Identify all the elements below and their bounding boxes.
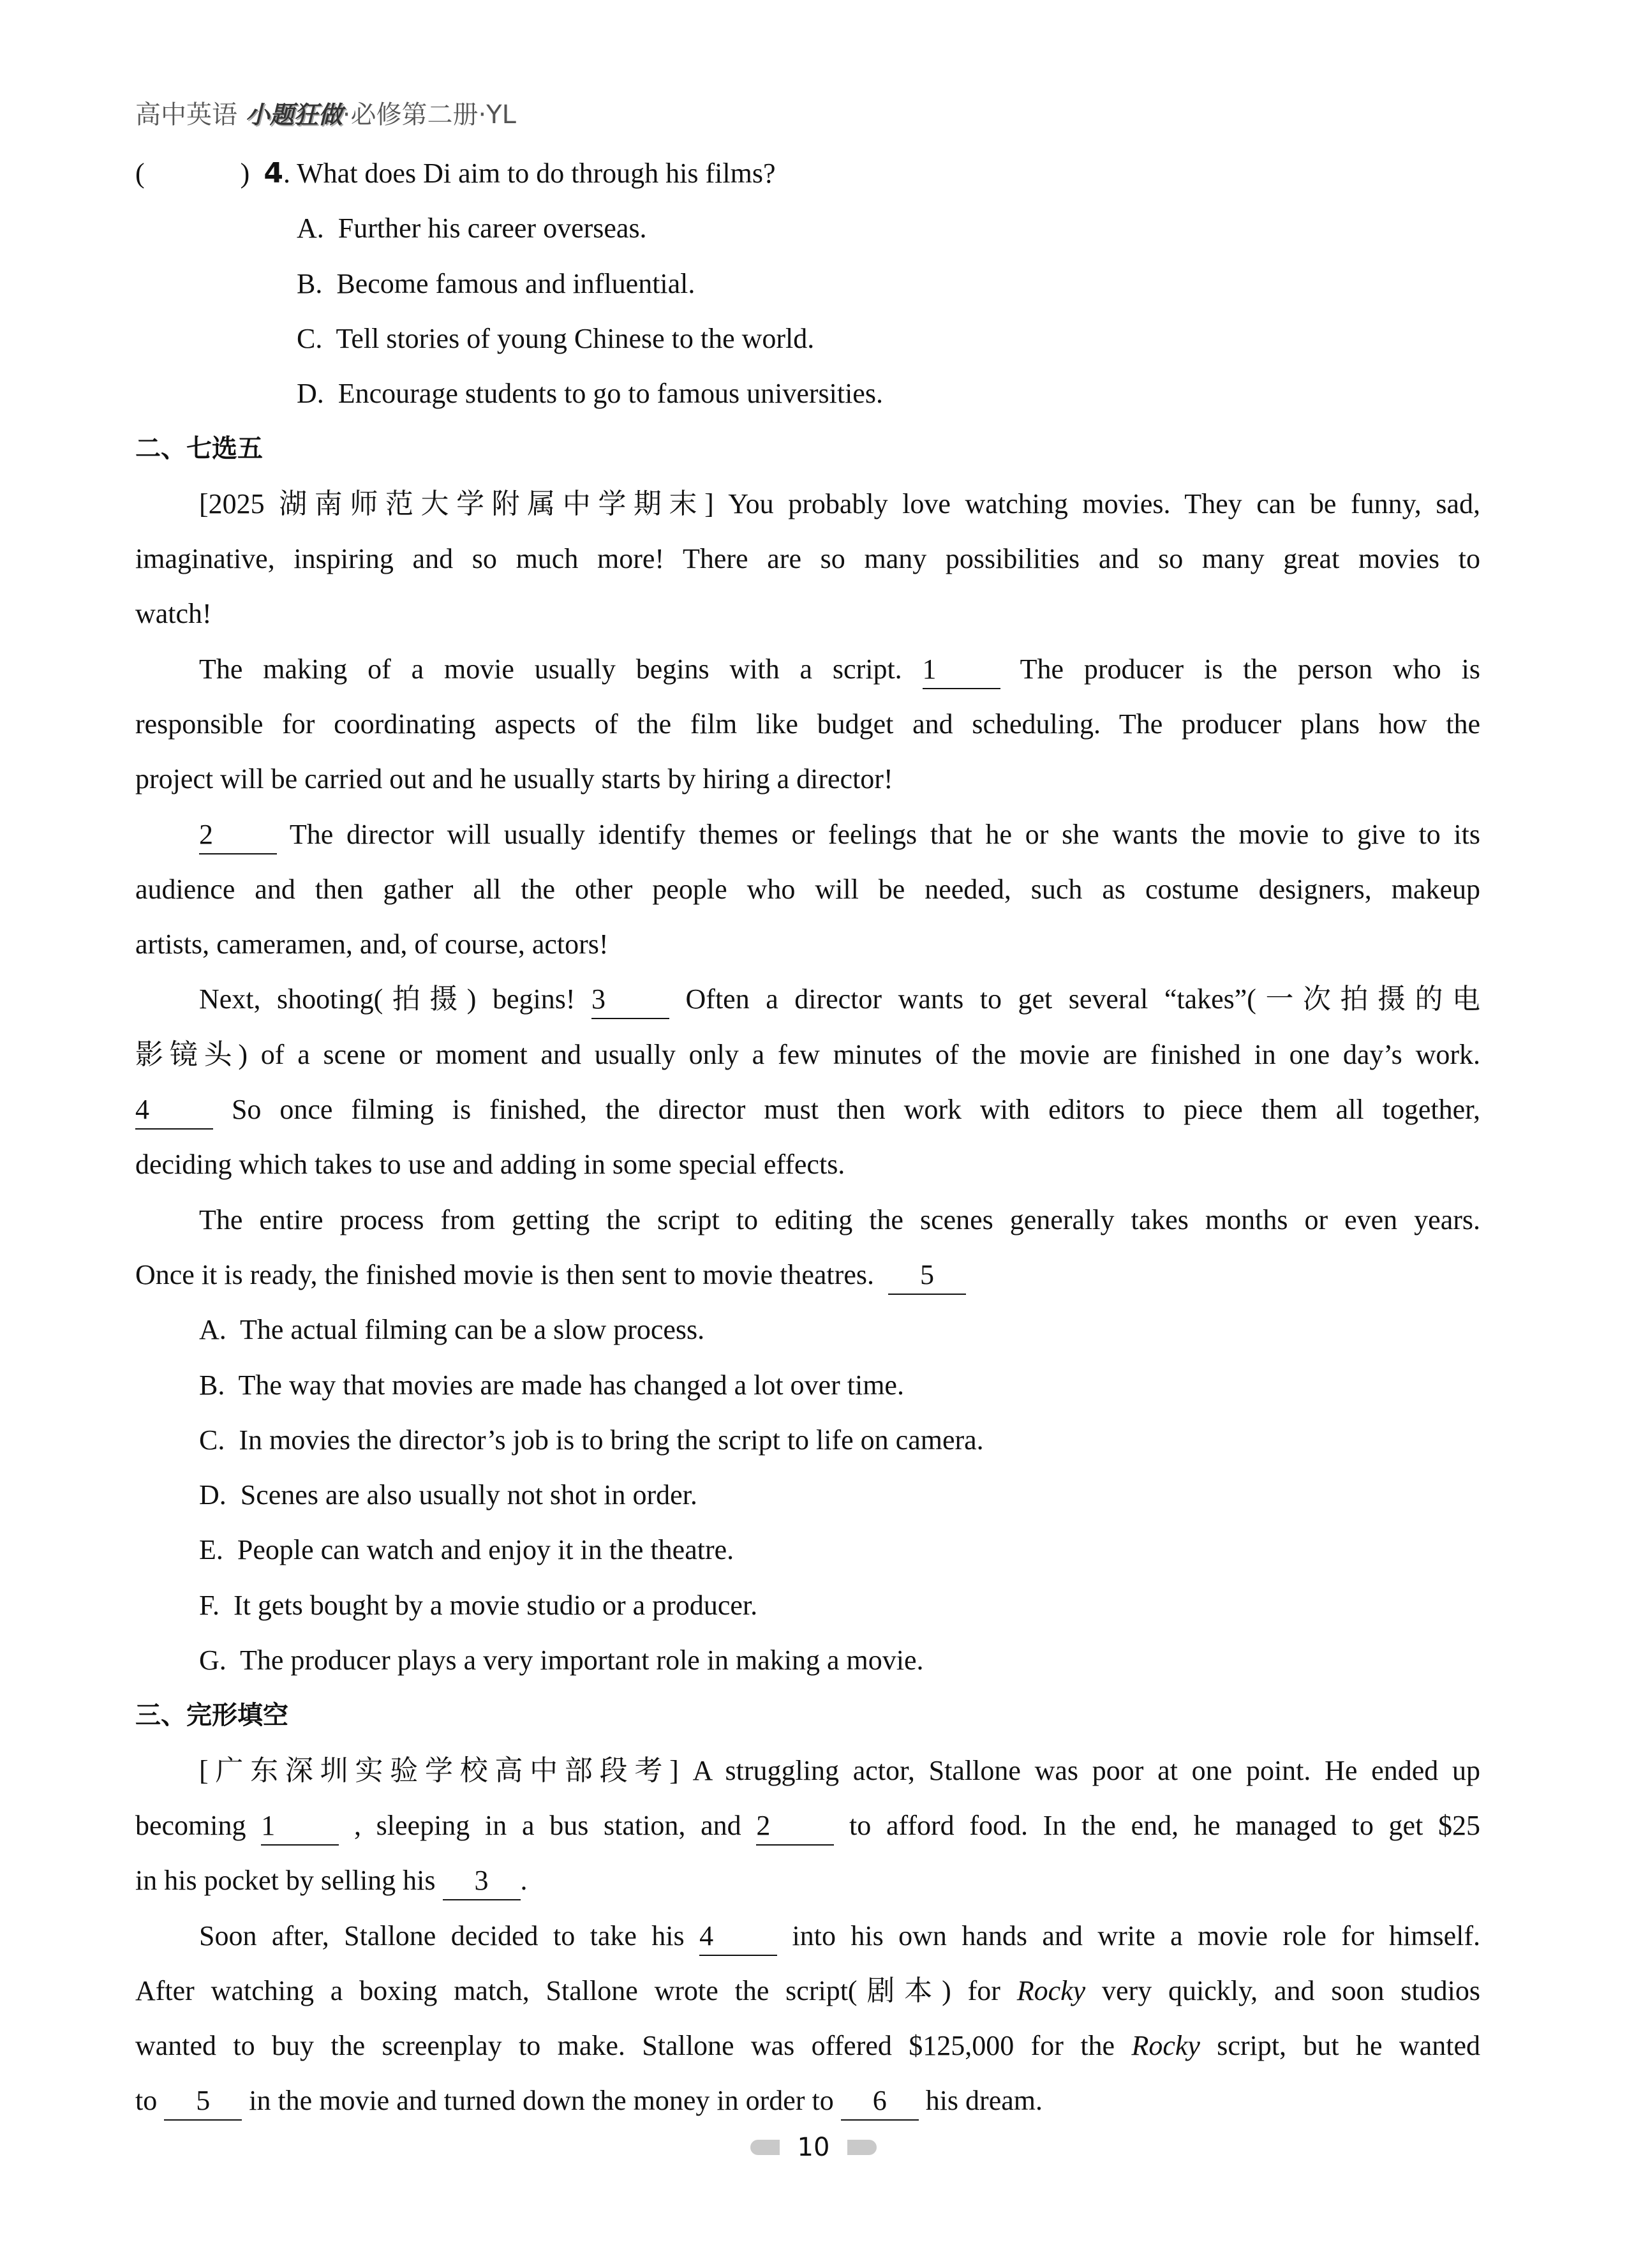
text-line [135, 1027, 1480, 1082]
text-line [135, 1909, 1480, 1964]
text: D. Scenes are also usually not shot in order. [199, 1479, 697, 1511]
text-line [135, 532, 1480, 586]
text: E. People can watch and enjoy it in the theatre. [199, 1534, 734, 1566]
text-line [135, 2018, 1480, 2073]
text-line [135, 1137, 1480, 1192]
text-line [135, 917, 1480, 972]
text: in his pocket by selling his [135, 1865, 443, 1897]
question-number: 4 [264, 157, 283, 190]
text: 二、七选五 [135, 434, 263, 464]
text: 三、完形填空 [135, 1701, 288, 1731]
text: B. Become famous and influential. [297, 267, 695, 299]
text-line [135, 697, 1480, 752]
text: Soon after, Stallone decided to take his [199, 1920, 700, 1951]
text-line [135, 972, 1480, 1027]
text-line [135, 807, 1480, 862]
title-text: Rocky [1016, 1974, 1086, 2006]
text-line [135, 1082, 1480, 1137]
text: The making of a movie usually begins with a script. [199, 653, 923, 685]
text: , sleeping in a bus station, and [353, 1809, 757, 1841]
text: [广东深圳实验学校高中部段考] A struggling actor, Stallone was poor at one point. He ended up [199, 1754, 1480, 1786]
answer-blank[interactable]: 3 [591, 981, 669, 1019]
text: ( [135, 158, 145, 189]
text: watch! [135, 598, 212, 630]
text: his dream. [918, 2085, 1043, 2117]
text: responsible for coordinating aspects of the film like budget and scheduling. The producer plans how the [135, 708, 1480, 740]
text-line [135, 1193, 1480, 1248]
text: Once it is ready, the finished movie is then sent to movie theatres. [135, 1258, 888, 1290]
text: to [135, 2085, 165, 2117]
text: into his own hands and write a movie role for himself. [792, 1920, 1481, 1951]
header-subject: 高中英语 [135, 100, 246, 130]
text: A. Further his career overseas. [297, 213, 647, 244]
text: . [520, 1865, 528, 1897]
section-heading [135, 421, 1480, 476]
text-line [135, 1413, 1480, 1468]
page-number-footer [0, 2133, 1627, 2171]
text: artists, cameramen, and, of course, actors! [135, 929, 609, 960]
text-line [135, 311, 1480, 366]
text-line [135, 1743, 1480, 1798]
text: The director will usually identify themes or feelings that he or she wants the movie to give to its [289, 818, 1480, 850]
text-line [135, 1302, 1480, 1357]
text: in the movie and turned down the money in order to [242, 2085, 841, 2117]
answer-blank[interactable]: 2 [199, 816, 277, 854]
text: Next, shooting(拍摄) begins! [199, 983, 591, 1015]
answer-blank[interactable]: 4 [699, 1918, 777, 1956]
text: So once filming is finished, the director must then work with editors to piece them all together, [231, 1094, 1481, 1126]
text-line [135, 1358, 1480, 1413]
text: project will be carried out and he usually starts by hiring a director! [135, 763, 893, 795]
text-line [135, 1798, 1480, 1853]
text-line [135, 752, 1480, 807]
text: The producer is the person who is [1020, 653, 1480, 685]
answer-blank[interactable]: 1 [261, 1807, 339, 1846]
text: After watching a boxing match, Stallone wrote the script(剧本) for [135, 1974, 1017, 2006]
running-header [135, 94, 516, 131]
text: The entire process from getting the script to editing the scenes generally takes months or even years. [199, 1204, 1480, 1235]
page-bar-right [847, 2140, 877, 2155]
text-line [135, 1468, 1480, 1523]
answer-blank[interactable]: 3 [443, 1862, 521, 1900]
text-line [135, 201, 1480, 256]
answer-blank[interactable]: 1 [923, 651, 1000, 689]
text: Often a director wants to get several “takes”(一次拍摄的电 [685, 983, 1481, 1015]
text: F. It gets bought by a movie studio or a producer. [199, 1589, 758, 1621]
text-line [135, 642, 1480, 697]
text: to afford food. In the end, he managed to get $25 [849, 1809, 1481, 1841]
header-volume: ·必修第二册·YL [342, 100, 516, 130]
text: audience and then gather all the other people who will be needed, such as costume designers, makeup [135, 873, 1480, 905]
text: ) [240, 158, 264, 189]
title-text: Rocky [1131, 2030, 1200, 2062]
section-heading [135, 1688, 1480, 1743]
text-line [135, 2073, 1480, 2128]
text-line [135, 366, 1480, 421]
text-line [135, 1853, 1480, 1908]
text-line [135, 1964, 1480, 2018]
answer-blank[interactable]: 6 [841, 2082, 919, 2121]
text: 影镜头) of a scene or moment and usually only a few minutes of the movie are finished in one day’s work. [135, 1038, 1480, 1070]
text: imaginative, inspiring and so much more! There are so many possibilities and so many great movies to [135, 543, 1480, 575]
text-line [135, 146, 1480, 201]
answer-blank[interactable]: 5 [888, 1257, 966, 1295]
text-line [135, 1523, 1480, 1578]
text: B. The way that movies are made has changed a lot over time. [199, 1369, 904, 1401]
text: A. The actual filming can be a slow process. [199, 1314, 705, 1346]
page-body [135, 146, 1480, 2129]
text: [2025 湖南师范大学附属中学期末] You probably love watching movies. They can be funny, sad, [199, 488, 1480, 519]
text-line [135, 477, 1480, 532]
text: very quickly, and soon studios [1102, 1974, 1480, 2006]
text: script, but he wanted [1217, 2030, 1480, 2062]
text: becoming [135, 1809, 262, 1841]
text: wanted to buy the screenplay to make. Stallone was offered $125,000 for the [135, 2030, 1132, 2062]
text-line [135, 586, 1480, 641]
series-logo: 小题狂做 [245, 101, 343, 129]
text: . What does Di aim to do through his films? [283, 158, 776, 189]
text-line [135, 1633, 1480, 1688]
answer-blank[interactable]: 5 [164, 2082, 242, 2121]
text-line [135, 257, 1480, 311]
answer-blank[interactable]: 2 [756, 1807, 834, 1846]
page-bar-left [750, 2140, 780, 2155]
text: G. The producer plays a very important role in making a movie. [199, 1645, 924, 1676]
text: C. In movies the director’s job is to bring the script to life on camera. [199, 1424, 984, 1456]
text-line [135, 1248, 1480, 1302]
page-number: 10 [797, 2133, 830, 2162]
text-line [135, 862, 1480, 917]
answer-blank[interactable]: 4 [135, 1091, 213, 1130]
text: C. Tell stories of young Chinese to the world. [297, 322, 815, 354]
text-line [135, 1578, 1480, 1633]
text: deciding which takes to use and adding in some special effects. [135, 1149, 845, 1181]
text: D. Encourage students to go to famous universities. [297, 378, 883, 410]
